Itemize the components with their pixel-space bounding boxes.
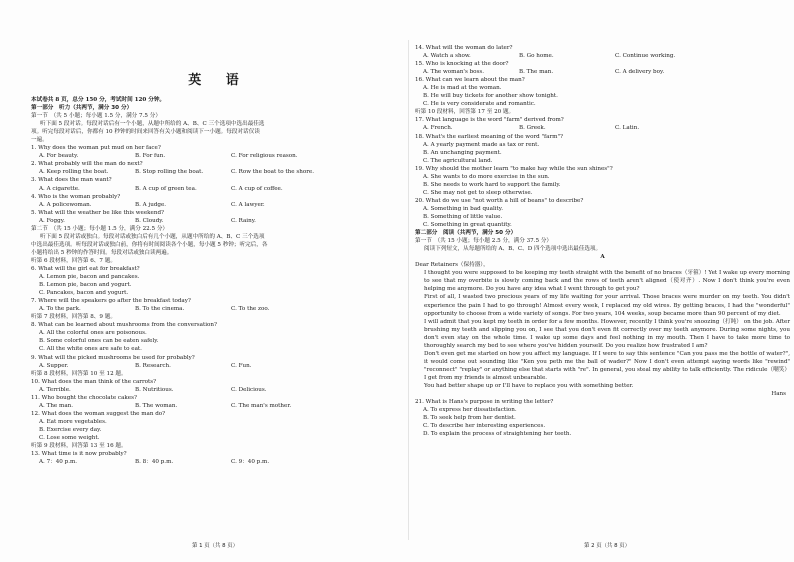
sec1-heading: 第一节 （共 5 小题；每小题 1.5 分，满分 7.5 分）: [31, 113, 161, 120]
question-stem: 6. What will the girl eat for breakfast?: [31, 265, 140, 272]
option-a: A. French.: [423, 125, 453, 132]
option-b: B. Go home.: [519, 53, 554, 60]
sec1-instr-line: 一遍。: [31, 137, 48, 144]
option-a: A. To express her dissatisfaction.: [423, 407, 517, 414]
letter-paragraph: Don't even get me started on how you affect my language. If I were to say this sentence "Can you pass me the bottle of water?", it would come out sounding like "Ken you peth me the ball of wader?" Now I don't even attempt saying words like "rewind" "reconnect" "replay" or anything else that starts with "re". In general, you steal my ability to talk efficiently. The ridicule（嘲笑） I get from my friends is almost unbearable.: [424, 350, 790, 381]
option-c: C. The agricultural land.: [423, 157, 493, 164]
question-stem: 4. Who is the woman probably?: [31, 193, 121, 200]
question-14: [415, 44, 790, 60]
question-2: [31, 160, 406, 176]
question-stem: 11. Who bought the chocolate cakes?: [31, 394, 137, 401]
exam-notice: 本试卷共 8 页，总分 150 分，考试时间 120 分钟。: [31, 97, 166, 103]
sec1-instr-line: 项。听完每段对话后，你都有 10 秒钟的时间来回答有关小题和阅读下一小题。每段对话仅读: [31, 129, 260, 136]
letter-paragraph: You had better shape up or I'll have to replace you with something better.: [424, 382, 634, 389]
letter-paragraph: I will admit that you kept my teeth in order for a few months. However, recently I think you're snoozing（打盹） on the job. After brushing my teeth and slipping you on, I see that you don't even fit correctly over my teeth anymore. During some nights, you don't even stay on the whole time. I wake up some days and feel nothing in my mouth. Then I have to take more time to thoroughly search my bed to see where you've hidden yourself. Do you realize how frustrated I am?: [424, 318, 790, 349]
question-3: [31, 176, 406, 192]
option-a: A. Eat more vegetables.: [39, 418, 107, 425]
question-stem: 5. What will the weather be like this weekend?: [31, 209, 165, 216]
question-5: [31, 209, 406, 225]
question-stem: 18. What's the earliest meaning of the word "farm"?: [415, 133, 564, 140]
option-c: C. A delivery boy.: [615, 69, 665, 76]
option-a: A. He is mad at the woman.: [423, 85, 502, 92]
letter-signature: Hans: [771, 391, 786, 398]
option-b: B. For fun.: [135, 153, 166, 160]
option-b: B. Exercise every day.: [39, 426, 102, 433]
option-b: B. Some colorful ones can be eaten safely.: [39, 338, 159, 345]
left-column: [31, 44, 406, 466]
question-stem: 21. What is Hans's purpose in writing the letter?: [415, 399, 554, 406]
part2-heading: 第二部分 阅读（共两节，满分 50 分）: [415, 230, 517, 237]
material-note: 听第 10 段材料，回答第 17 至 20 题。: [415, 109, 515, 116]
option-a: A. For beauty.: [39, 153, 79, 160]
right-column: [415, 44, 790, 438]
option-a: A. The man.: [39, 402, 74, 409]
p2sec1-instr: 阅读下列短文，从每题所给的 A、B、C、D 四个选项中选出最佳选项。: [424, 246, 602, 253]
option-c: C. She may not get to sleep otherwise.: [423, 189, 533, 196]
option-a: A. A policewoman.: [39, 201, 92, 208]
option-c: C. Row the boat to the shore.: [231, 169, 314, 176]
option-b: B. The woman.: [135, 402, 178, 409]
option-a: A. A yearly payment made as tax or rent.: [423, 141, 540, 148]
option-a: A. Keep rolling the boat.: [39, 169, 109, 176]
material-note: 听第 9 段材料，回答第 13 至 16 题。: [31, 443, 127, 450]
option-c: C. A lawyer.: [231, 201, 265, 208]
sec1-instr-line: 听下面 5 段对话。每段对话后有一个小题，从题中所给的 A、B、C 三个选项中选出最佳选: [40, 121, 265, 128]
page-number-left: 第 1 页（共 8 页）: [192, 543, 239, 549]
option-b: B. To seek help from her dentist.: [423, 415, 516, 422]
letter-greeting: Dear Retainers（保持器），: [415, 262, 489, 269]
question-stem: 16. What can we learn about the man?: [415, 77, 525, 84]
question-stem: 1. Why does the woman put mud on her face?: [31, 145, 161, 152]
sec2-instr-line: 中选出最佳选项。听每段对话或独白前，你将有时间阅读各个小题，每小题 5 秒钟；听完后，各: [31, 241, 268, 248]
question-stem: 2. What probably will the man do next?: [31, 161, 143, 168]
option-b: B. Nutritious.: [135, 386, 174, 393]
letter-paragraph: First of all, I wasted two precious years of my life waiting for your arrival. Those braces were murder on my teeth. You didn't experience the pain I had to go through! Almost every week, I replaced my old wires. By getting braces, I had the "wonderful" opportunity to choose from a wide variety of songs. For two years, 104 weeks, soup became more than 90 percent of my diet.: [424, 294, 790, 317]
option-a: A. The woman's boss.: [423, 69, 485, 76]
sec2-instr-line: 小题将给出 5 秒钟的作答时间。每段对话或独白读两遍。: [31, 249, 173, 256]
option-a: A. All the colorful ones are poisonous.: [39, 330, 147, 337]
option-a: A. Terrible.: [39, 386, 71, 393]
p2sec1-heading: 第一节 （共 15 小题；每小题 2.5 分，满分 37.5 分）: [415, 238, 553, 245]
question-stem: 3. What does the man want?: [31, 177, 112, 184]
question-15: [415, 60, 790, 76]
option-b: B. Cloudy.: [135, 217, 164, 224]
question-stem: 12. What does the woman suggest the man do?: [31, 410, 166, 417]
option-c: C. A cup of coffee.: [231, 185, 283, 192]
option-c: C. Something in great quantity.: [423, 222, 512, 229]
letter-paragraph: I thought you were supposed to be keeping my teeth straight with the benefit of no braces（牙箍）! Yet I wake up every morning to see that my overbite is slowly coming back and the rows of teeth aren't aligned（使对齐）. Now I don't think you're even helping me anymore. Do you have any idea what I went through to get you?: [424, 270, 790, 293]
part1-heading: 第一部分 听力（共两节，满分 30 分）: [31, 105, 133, 112]
option-c: C. Fun.: [231, 362, 252, 369]
option-c: C. 9：40 p.m.: [231, 459, 270, 466]
question-9: [31, 354, 406, 370]
sec2-instr-line: 听下面 5 段对话或独白。每段对话或独白后有几个小题，从题中所给的 A、B、C 三个选项: [40, 233, 265, 240]
option-b: B. Greek.: [519, 125, 546, 132]
material-note: 听第 7 段材料，回答第 8、9 题。: [31, 314, 116, 321]
option-c: C. Rainy.: [231, 217, 256, 224]
option-b: B. An unchanging payment.: [423, 149, 502, 156]
question-stem: 20. What do we use "not worth a hill of beans" to describe?: [415, 197, 584, 204]
option-b: B. Stop rolling the boat.: [135, 169, 204, 176]
option-c: C. To the zoo.: [231, 306, 270, 313]
question-stem: 15. Who is knocking at the door?: [415, 61, 509, 68]
question-17: [415, 116, 790, 132]
option-c: C. Continue working.: [615, 53, 676, 60]
option-b: B. She needs to work hard to support the family.: [423, 181, 561, 188]
sec2-heading: 第二节 （共 15 小题；每小题 1.5 分，满分 22.5 分）: [31, 225, 169, 232]
question-13: [31, 450, 406, 466]
question-stem: 13. What time is it now probably?: [31, 451, 127, 458]
option-a: A. To the park.: [39, 306, 81, 313]
option-a: A. 7：40 p.m.: [39, 459, 78, 466]
option-b: B. A cup of green tea.: [135, 185, 197, 192]
option-c: C. Pancakes, bacon and yogurt.: [39, 290, 129, 297]
exam-title: 英 语: [188, 73, 249, 88]
option-c: C. For religious reason.: [231, 153, 298, 160]
question-10: [31, 378, 406, 394]
question-stem: 10. What does the man think of the carrots?: [31, 378, 157, 385]
question-4: [31, 193, 406, 209]
question-stem: 7. Where will the speakers go after the breakfast today?: [31, 298, 191, 305]
option-b: B. 8：40 p.m.: [135, 459, 174, 466]
option-c: C. To describe her interesting experiences.: [423, 423, 546, 430]
option-b: B. To the cinema.: [135, 306, 185, 313]
option-a: A. Lemon pie, bacon and pancakes.: [39, 274, 140, 281]
material-note: 听第 8 段材料，回答第 10 至 12 题。: [31, 370, 127, 377]
option-a: A. Watch a show.: [423, 53, 471, 60]
option-b: B. Research.: [135, 362, 171, 369]
option-c: C. Delicious.: [231, 386, 267, 393]
option-a: A. A cigarette.: [39, 185, 80, 192]
option-c: C. The man's mother.: [231, 402, 292, 409]
option-a: A. She wants to do more exercise in the sun.: [423, 173, 550, 180]
question-stem: 8. What can be learned about mushrooms from the conversation?: [31, 322, 217, 329]
question-stem: 14. What will the woman do later?: [415, 45, 513, 51]
option-a: A. Supper.: [39, 362, 69, 369]
option-b: B. Something of little value.: [423, 213, 503, 220]
page-number-right: 第 2 页（共 8 页）: [584, 543, 631, 549]
option-a: A. Foggy.: [39, 217, 65, 224]
option-d: D. To explain the process of straightening her teeth.: [423, 431, 572, 438]
question-stem: 9. What will the picked mushrooms be used for probably?: [31, 354, 195, 361]
option-b: B. He will buy tickets for another show tonight.: [423, 93, 558, 100]
passage-label: A: [600, 254, 605, 261]
option-b: B. Lemon pie, bacon and yogurt.: [39, 282, 132, 289]
option-a: A. Something in bad quality.: [423, 205, 503, 212]
option-c: C. Lose some weight.: [39, 434, 100, 441]
option-b: B. The man.: [519, 69, 554, 76]
question-1: [31, 144, 406, 160]
question-7: [31, 297, 406, 313]
option-c: C. Latin.: [615, 125, 640, 132]
option-b: B. A judge.: [135, 201, 167, 208]
question-stem: 17. What language is the word "farm" derived from?: [415, 117, 564, 124]
question-11: [31, 394, 406, 410]
page-divider: [408, 40, 409, 540]
material-note: 听第 6 段材料，回答第 6、7 题。: [31, 257, 116, 264]
option-c: C. He is very considerate and romantic.: [423, 101, 536, 108]
question-stem: 19. Why should the mother learn "to make hay while the sun shines"?: [415, 165, 613, 172]
option-c: C. All the white ones are safe to eat.: [39, 346, 142, 353]
